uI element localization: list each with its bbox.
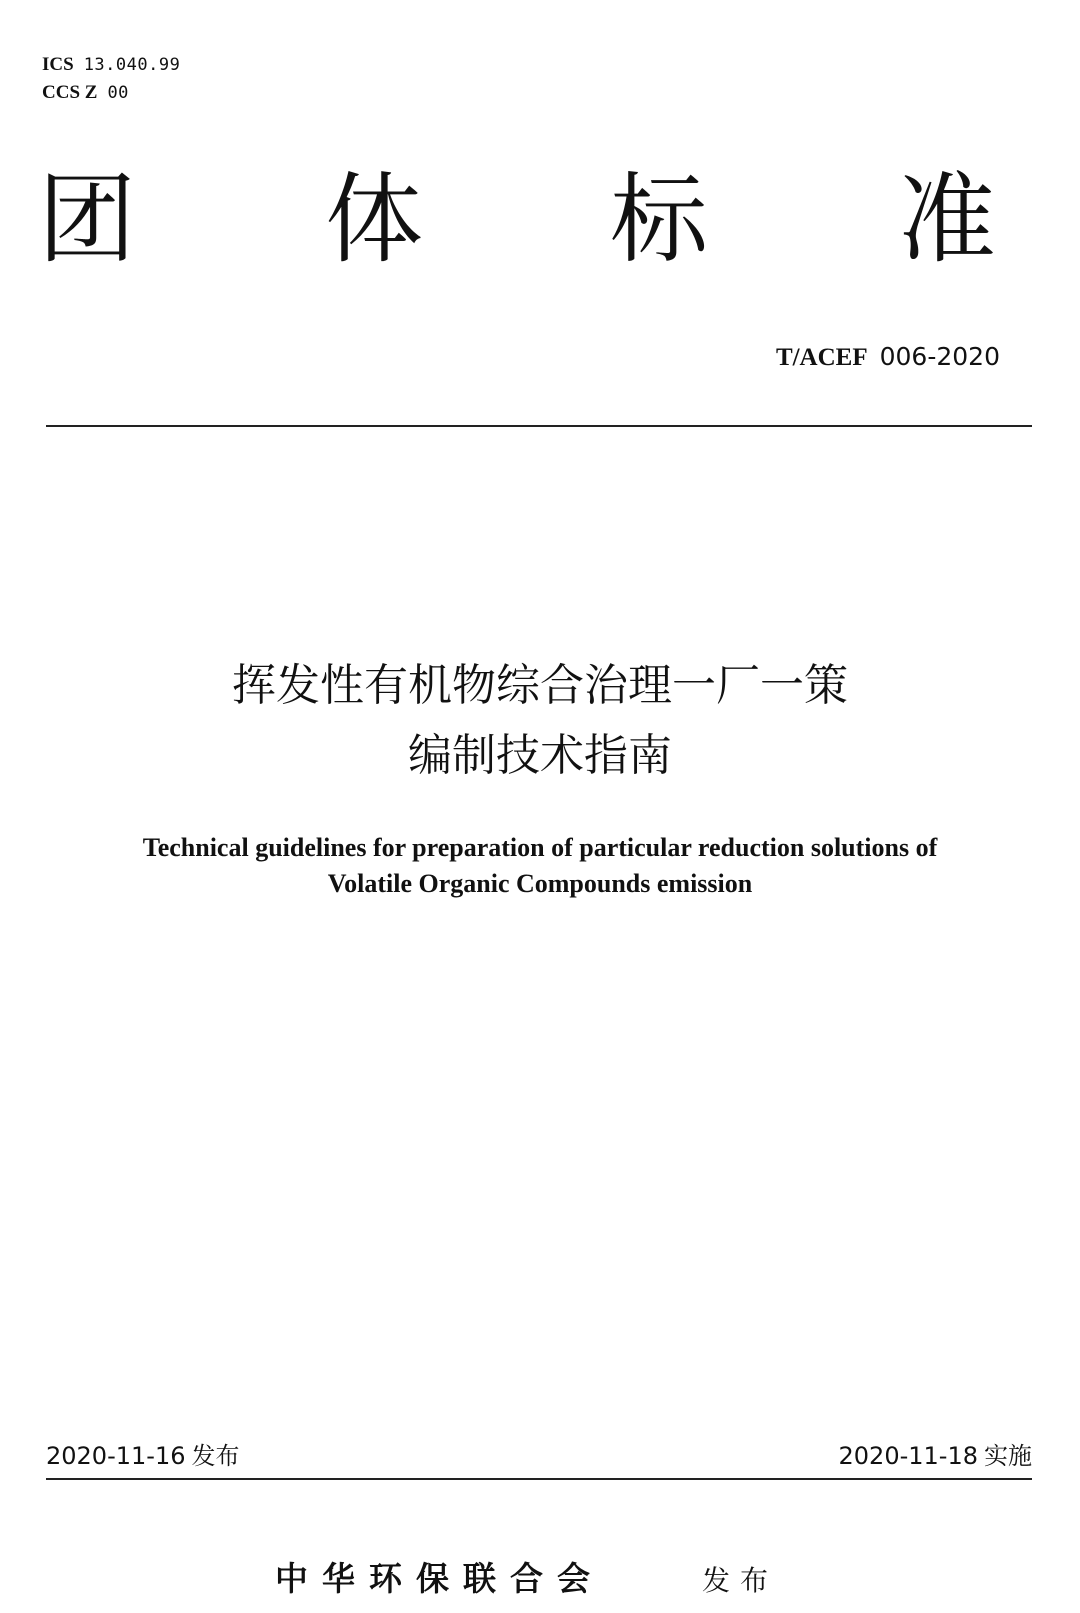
english-title-line-2: Volatile Organic Compounds emission <box>327 869 753 898</box>
chinese-title-line-2: 编制技术指南 <box>408 730 672 781</box>
heading-char-4: 准 <box>898 163 997 277</box>
publisher-label: 发布 <box>702 1564 779 1597</box>
ccs-value: 00 <box>107 83 129 103</box>
standard-code: 006-2020 <box>879 342 1000 371</box>
standard-prefix: T/ACEF <box>775 344 868 371</box>
standard-type-heading <box>30 165 1030 275</box>
chinese-title-line-1: 挥发性有机物综合治理一厂一策 <box>232 660 848 711</box>
ics-value: 13.040.99 <box>83 55 181 75</box>
english-title-line-1: Technical guidelines for preparation of particular reduction solutions of <box>142 833 938 862</box>
bottom-divider <box>46 1478 1032 1480</box>
standard-number <box>776 340 1000 375</box>
heading-char-3: 标 <box>610 163 709 277</box>
top-divider <box>46 425 1032 427</box>
issue-date <box>46 1440 239 1472</box>
implementation-date <box>839 1440 1032 1472</box>
issue-date-value: 2020-11-16 <box>46 1442 186 1470</box>
implementation-date-label: 实施 <box>984 1442 1032 1470</box>
ccs-code <box>42 78 129 107</box>
ccs-label: CCS Z <box>42 82 98 103</box>
ics-code <box>42 50 180 79</box>
ics-label: ICS <box>42 54 74 75</box>
heading-char-2: 体 <box>325 163 424 277</box>
issue-date-label: 发布 <box>191 1442 240 1470</box>
publisher-name: 中华环保联合会 <box>275 1559 604 1598</box>
implementation-date-value: 2020-11-18 <box>838 1442 978 1470</box>
heading-char-1: 团 <box>38 163 137 277</box>
